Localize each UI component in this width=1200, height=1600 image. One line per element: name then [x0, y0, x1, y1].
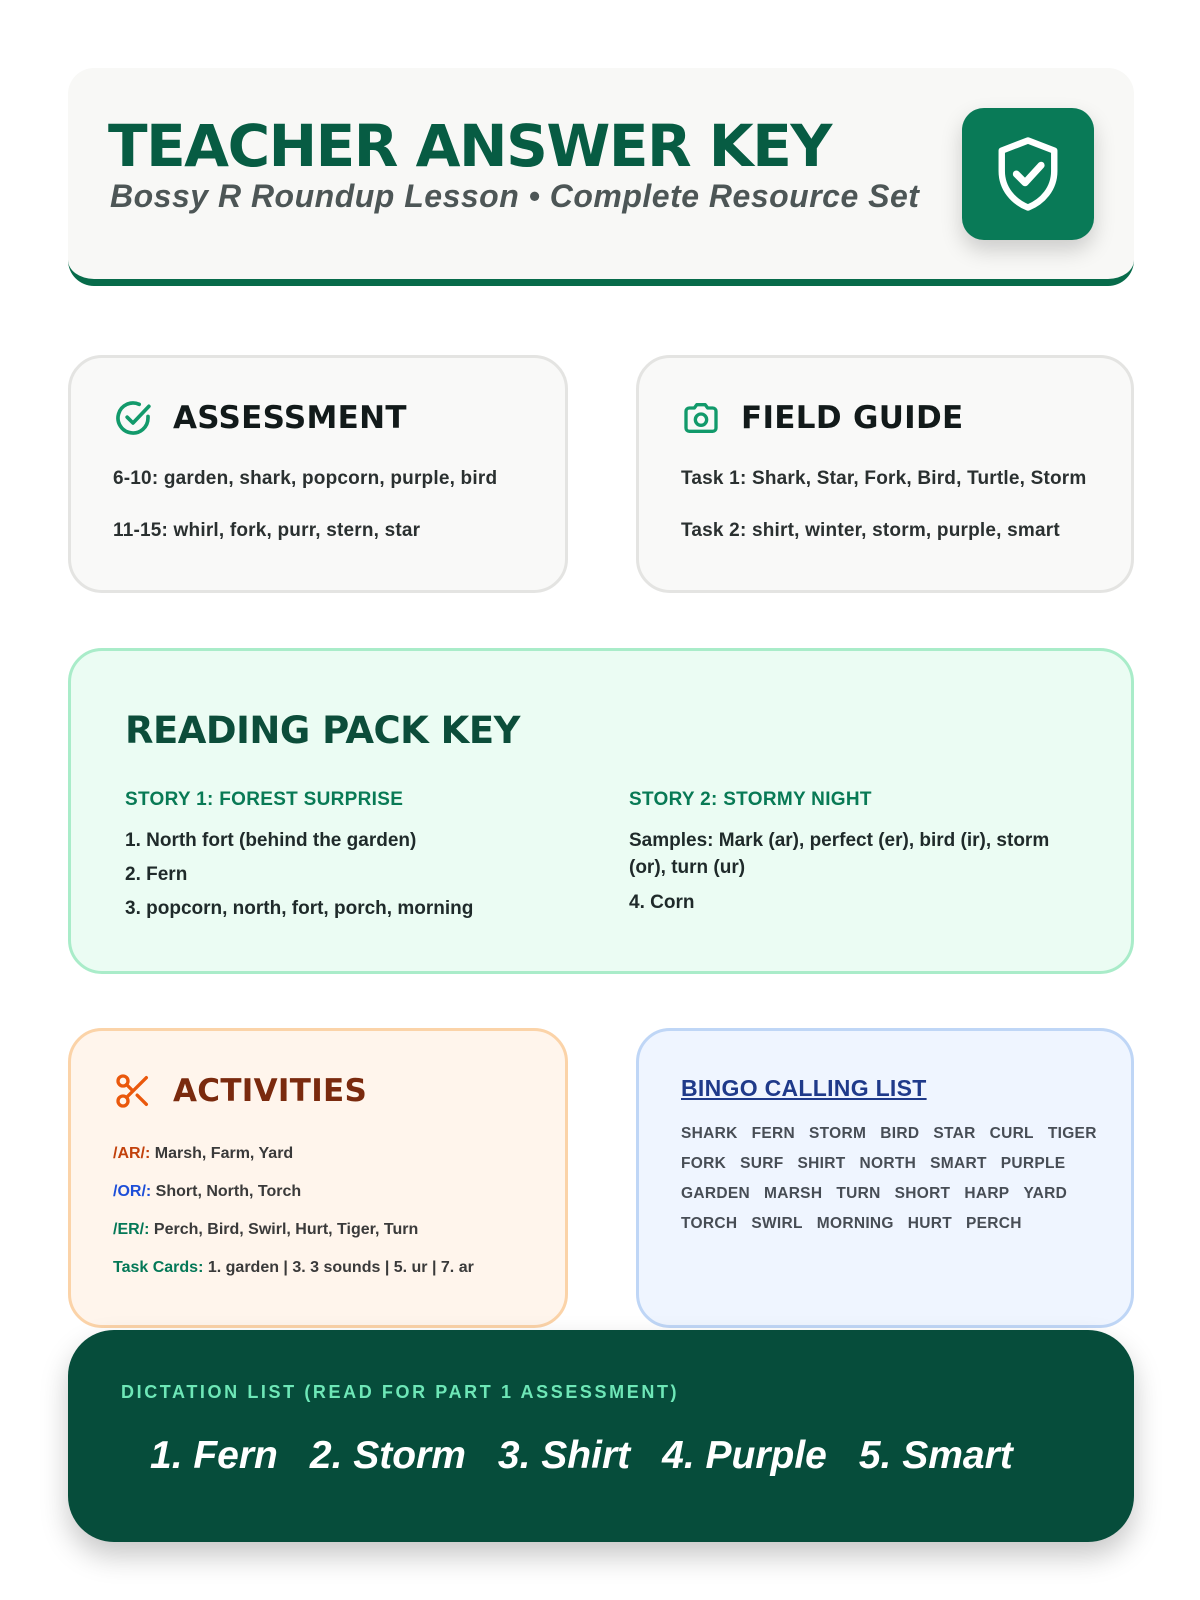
story-2-line-2: 4. Corn: [629, 892, 695, 913]
story-1-heading: STORY 1: FOREST SURPRISE: [125, 789, 404, 810]
bingo-word: SHORT: [894, 1185, 951, 1202]
bingo-word: GARDEN: [681, 1185, 750, 1202]
bingo-word: SHARK: [681, 1125, 738, 1142]
dictation-word: 1. Fern: [150, 1434, 278, 1477]
bingo-word: TIGER: [1047, 1125, 1097, 1142]
bingo-word: SWIRL: [751, 1215, 803, 1232]
dictation-word-list: [150, 1434, 1013, 1478]
bingo-word: MARSH: [763, 1185, 823, 1202]
reading-pack-card: [68, 648, 1134, 974]
assessment-title: ASSESSMENT: [173, 400, 407, 436]
story-1-line-1: 1. North fort (behind the garden): [125, 830, 417, 851]
bingo-word: FERN: [751, 1125, 796, 1142]
story-1-line-3: 3. popcorn, north, fort, porch, morning: [125, 898, 474, 919]
bingo-word: SHIRT: [797, 1155, 846, 1172]
field-guide-title: FIELD GUIDE: [741, 400, 964, 436]
field-guide-line-1: Task 1: Shark, Star, Fork, Bird, Turtle, Storm: [681, 468, 1087, 489]
or-words: Short, North, Torch: [151, 1183, 302, 1200]
dictation-word: 3. Shirt: [497, 1434, 631, 1477]
dictation-word: 5. Smart: [858, 1434, 1013, 1477]
activities-row-or: [113, 1183, 301, 1201]
er-tag: /ER/:: [113, 1221, 150, 1238]
camera-icon: [681, 398, 721, 438]
story-2-heading: STORY 2: STORMY NIGHT: [629, 789, 872, 810]
assessment-line-1: 6-10: garden, shark, popcorn, purple, bird: [113, 468, 498, 489]
bingo-word: STAR: [933, 1125, 976, 1142]
reading-pack-title: READING PACK KEY: [125, 709, 520, 752]
ar-words: Marsh, Farm, Yard: [150, 1145, 294, 1162]
er-words: Perch, Bird, Swirl, Hurt, Tiger, Turn: [149, 1221, 419, 1238]
dictation-word: 2. Storm: [309, 1434, 466, 1477]
bingo-word: HURT: [907, 1215, 953, 1232]
bingo-word: NORTH: [859, 1155, 917, 1172]
task-cards-answers: 1. garden | 3. 3 sounds | 5. ur | 7. ar: [203, 1259, 474, 1276]
assessment-card: [68, 355, 568, 593]
bingo-word: TORCH: [681, 1215, 738, 1232]
bingo-title: BINGO CALLING LIST: [681, 1075, 927, 1101]
shield-badge: [962, 108, 1094, 240]
dictation-word: 4. Purple: [662, 1434, 827, 1477]
activities-row-er: [113, 1221, 418, 1239]
story-2-line-1: Samples: Mark (ar), perfect (er), bird (ir), storm (or), turn (ur): [629, 830, 1050, 878]
ar-tag: /AR/:: [113, 1145, 151, 1162]
assessment-line-2: 11-15: whirl, fork, purr, stern, star: [113, 520, 421, 541]
dictation-banner: [68, 1330, 1134, 1542]
activities-row-ar: [113, 1145, 293, 1163]
activities-card: [68, 1028, 568, 1328]
bingo-word: STORM: [809, 1125, 867, 1142]
bingo-word: BIRD: [880, 1125, 920, 1142]
bingo-card: [636, 1028, 1134, 1328]
assessment-header: [113, 398, 407, 438]
page-subtitle: Bossy R Roundup Lesson • Complete Resource Set: [110, 178, 920, 214]
bingo-word: SMART: [930, 1155, 987, 1172]
bingo-word-list: [681, 1123, 1101, 1235]
activities-title: ACTIVITIES: [173, 1073, 368, 1109]
activities-header: [113, 1071, 367, 1111]
bingo-word: PERCH: [966, 1215, 1022, 1232]
page-title: TEACHER ANSWER KEY: [108, 112, 831, 180]
task-cards-tag: Task Cards:: [113, 1259, 204, 1276]
bingo-word: SURF: [740, 1155, 784, 1172]
story-1-line-2: 2. Fern: [125, 864, 188, 885]
field-guide-line-2: Task 2: shirt, winter, storm, purple, smart: [681, 520, 1060, 541]
field-guide-card: [636, 355, 1134, 593]
header-banner: [68, 68, 1134, 286]
or-tag: /OR/:: [113, 1183, 152, 1200]
bingo-word: MORNING: [816, 1215, 894, 1232]
dictation-label: DICTATION LIST (READ FOR PART 1 ASSESSMENT): [121, 1382, 680, 1402]
bingo-word: TURN: [836, 1185, 881, 1202]
activities-row-task-cards: [113, 1259, 474, 1277]
check-circle-icon: [113, 398, 153, 438]
field-guide-header: [681, 398, 964, 438]
scissors-icon: [113, 1071, 153, 1111]
bingo-word: HARP: [964, 1185, 1010, 1202]
bingo-word: CURL: [989, 1125, 1034, 1142]
bingo-word: PURPLE: [1000, 1155, 1066, 1172]
bingo-word: YARD: [1023, 1185, 1068, 1202]
shield-check-icon: [993, 135, 1063, 213]
bingo-word: FORK: [681, 1155, 727, 1172]
